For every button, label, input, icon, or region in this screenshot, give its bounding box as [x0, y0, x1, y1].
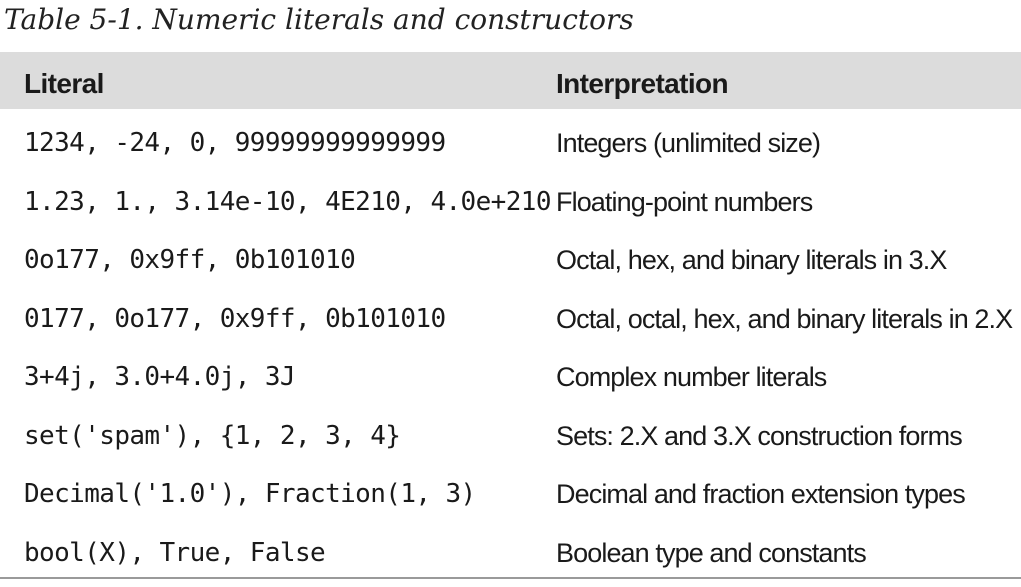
interpretation-cell: Octal, hex, and binary literals in 3.X — [556, 245, 947, 275]
literal-cell: 0177, 0o177, 0x9ff, 0b101010 — [24, 303, 446, 334]
interpretation-cell: Decimal and fraction extension types — [556, 479, 965, 509]
table-row — [0, 519, 1021, 578]
literal-cell: set('spam'), {1, 2, 3, 4} — [24, 420, 401, 451]
interpretation-cell: Sets: 2.X and 3.X construction forms — [556, 420, 962, 451]
table-row — [0, 109, 1021, 168]
interpretation-cell: Complex number literals — [556, 362, 827, 392]
literal-cell: 1234, -24, 0, 99999999999999 — [24, 128, 446, 158]
interpretation-cell: Octal, octal, hex, and binary literals in 2.X — [556, 303, 1013, 334]
interpretation-cell: Integers (unlimited size) — [556, 128, 821, 158]
numeric-literals-table — [0, 52, 1021, 577]
literal-cell: bool(X), True, False — [24, 537, 326, 568]
literal-cell: 1.23, 1., 3.14e-10, 4E210, 4.0e+210 — [24, 186, 551, 217]
header-interpretation: Interpretation — [556, 68, 729, 99]
header-literal: Literal — [24, 68, 104, 99]
table-caption: Table 5-1. Numeric literals and constructors — [4, 3, 634, 36]
table-bottom-rule — [0, 577, 1021, 579]
table-row — [0, 343, 1021, 402]
table-row — [0, 226, 1021, 285]
table-row — [0, 285, 1021, 344]
literal-cell: Decimal('1.0'), Fraction(1, 3) — [24, 479, 476, 509]
table-row — [0, 402, 1021, 461]
table-header-row — [0, 52, 1021, 109]
table-row — [0, 460, 1021, 519]
interpretation-cell: Floating-point numbers — [556, 186, 813, 217]
interpretation-cell: Boolean type and constants — [556, 537, 866, 568]
literal-cell: 3+4j, 3.0+4.0j, 3J — [24, 362, 295, 392]
literal-cell: 0o177, 0x9ff, 0b101010 — [24, 245, 356, 275]
table-row — [0, 168, 1021, 227]
